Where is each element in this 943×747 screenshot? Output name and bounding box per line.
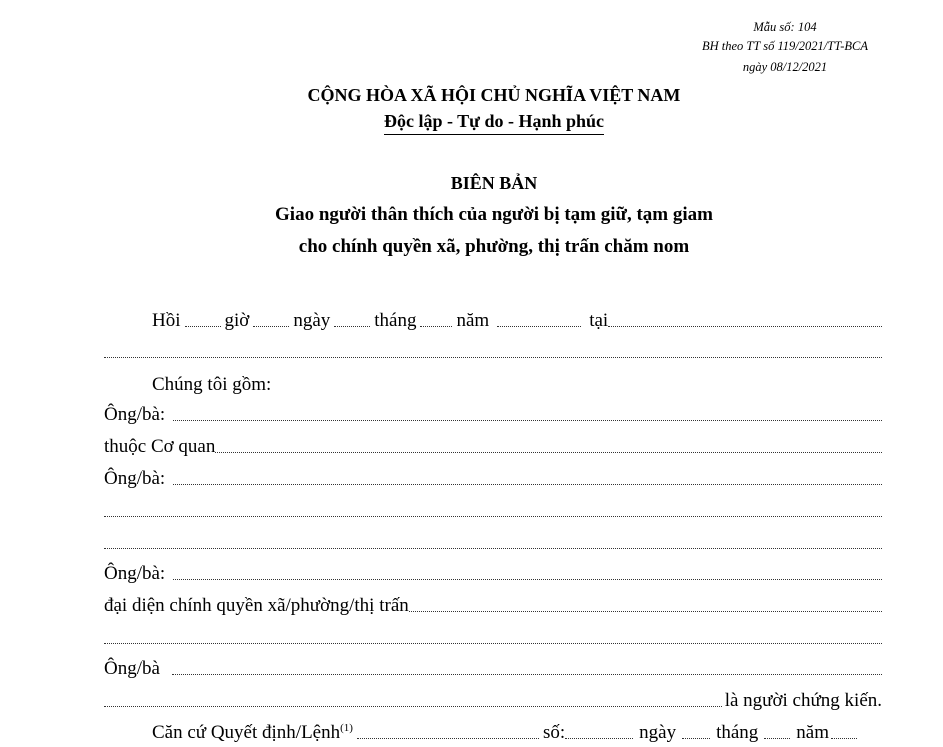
witness-field-cont[interactable]: [104, 706, 722, 707]
person-3-field[interactable]: [173, 579, 882, 580]
day-field[interactable]: [334, 326, 370, 327]
document-subtitle-1: Giao người thân thích của người bị tạm giữ, tạm giam: [275, 204, 713, 225]
hour-field[interactable]: [185, 326, 221, 327]
document-subtitle-2: cho chính quyền xã, phường, thị trấn chăm nom: [298, 236, 690, 257]
document-title: BIÊN BẢN: [450, 173, 538, 193]
label-decision-month: tháng: [716, 722, 759, 743]
label-hoi: Hồi: [152, 310, 181, 331]
label-tai: tại: [589, 310, 609, 331]
decision-day-field[interactable]: [682, 738, 710, 739]
label-witness: Ông/bà: [104, 658, 160, 679]
local-authority-field[interactable]: [409, 611, 882, 612]
label-gio: giờ: [224, 310, 250, 331]
month-field[interactable]: [420, 326, 452, 327]
decision-field[interactable]: [357, 738, 539, 739]
decision-number-field[interactable]: [565, 738, 633, 739]
place-field-cont[interactable]: [104, 357, 882, 358]
label-decision-year: năm: [796, 722, 830, 743]
label-so: số:: [542, 722, 566, 743]
label-nam: năm: [456, 310, 490, 331]
form-issuer: BH theo TT số 119/2021/TT-BCA: [702, 39, 868, 53]
year-field[interactable]: [497, 326, 581, 327]
witness-field[interactable]: [172, 674, 882, 675]
local-authority-field-cont[interactable]: [104, 643, 882, 644]
label-person-1: Ông/bà:: [104, 404, 166, 425]
person-2-field-cont-2[interactable]: [104, 548, 882, 549]
country-name: CỘNG HÒA XÃ HỘI CHỦ NGHĨA VIỆT NAM: [307, 85, 681, 105]
place-field[interactable]: [608, 326, 882, 327]
form-number: Mẫu số: 104: [753, 20, 817, 34]
label-local-authority: đại diện chính quyền xã/phường/thị trấn: [104, 595, 409, 616]
label-person-2: Ông/bà:: [104, 468, 166, 489]
label-thang: tháng: [374, 310, 417, 331]
form-date: ngày 08/12/2021: [742, 60, 828, 74]
witness-label: là người chứng kiến.: [724, 690, 882, 711]
person-2-field[interactable]: [173, 484, 882, 485]
label-person-3: Ông/bà:: [104, 563, 166, 584]
person-1-field[interactable]: [173, 420, 882, 421]
decision-line: [104, 720, 882, 744]
label-ngay: ngày: [293, 310, 331, 331]
label-decision-day: ngày: [639, 722, 677, 743]
minute-field[interactable]: [253, 326, 289, 327]
motto: Độc lập - Tự do - Hạnh phúc: [384, 111, 604, 135]
we-include-label: Chúng tôi gồm:: [152, 374, 272, 395]
footnote-marker: (1): [340, 722, 353, 734]
decision-month-field[interactable]: [764, 738, 790, 739]
agency-field[interactable]: [215, 452, 882, 453]
decision-year-field[interactable]: [831, 738, 857, 739]
person-2-field-cont-1[interactable]: [104, 516, 882, 517]
label-agency: thuộc Cơ quan: [104, 436, 216, 457]
time-place-line: [104, 308, 882, 332]
label-decision: Căn cứ Quyết định/Lệnh: [152, 722, 341, 743]
